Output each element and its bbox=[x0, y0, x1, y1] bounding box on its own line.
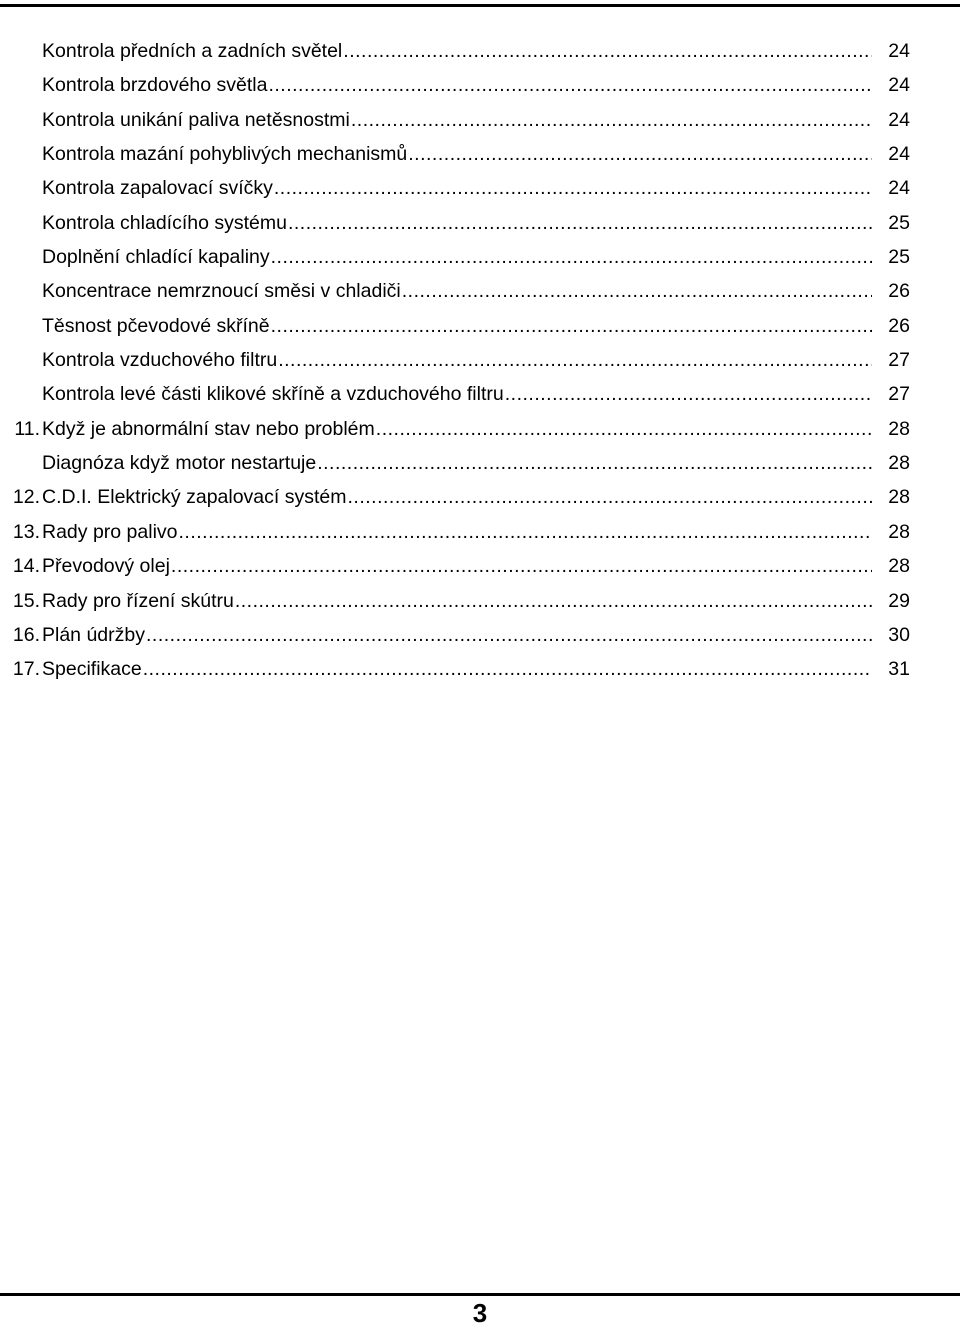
toc-entry-title: Doplnění chladící kapaliny bbox=[42, 246, 270, 269]
toc-entry-number: 14. bbox=[12, 555, 40, 578]
toc-entry-title: Když je abnormální stav nebo problém bbox=[42, 417, 375, 440]
toc-entry[interactable] bbox=[0, 618, 960, 652]
toc-entry-page: 27 bbox=[888, 349, 910, 372]
toc-entry-title: Koncentrace nemrznoucí směsi v chladiči bbox=[42, 280, 401, 303]
toc-entry-title: Plán údržby bbox=[42, 623, 145, 646]
toc-entry-page: 24 bbox=[888, 108, 910, 131]
toc-dot-leader bbox=[348, 480, 873, 514]
table-of-contents bbox=[0, 34, 960, 687]
toc-entry[interactable] bbox=[0, 412, 960, 446]
toc-dot-leader bbox=[235, 584, 872, 618]
toc-dot-leader bbox=[271, 240, 872, 274]
toc-entry-page: 25 bbox=[888, 211, 910, 234]
toc-dot-leader bbox=[343, 34, 872, 68]
toc-entry-title: Rady pro palivo bbox=[42, 520, 178, 543]
toc-entry-title: Kontrola předních a zadních světel bbox=[42, 40, 343, 62]
toc-dot-leader bbox=[376, 412, 872, 446]
toc-entry-page: 26 bbox=[888, 314, 910, 337]
toc-entry[interactable] bbox=[0, 34, 960, 68]
toc-entry-page: 25 bbox=[888, 246, 910, 269]
toc-dot-leader bbox=[351, 103, 872, 137]
toc-entry[interactable] bbox=[0, 137, 960, 171]
toc-entry[interactable] bbox=[0, 446, 960, 480]
toc-dot-leader bbox=[146, 618, 872, 652]
toc-entry-title: Kontrola brzdového světla bbox=[42, 74, 268, 97]
toc-entry-page: 28 bbox=[888, 555, 910, 578]
toc-entry-page: 24 bbox=[888, 40, 910, 62]
toc-entry-page: 28 bbox=[888, 520, 910, 543]
toc-entry-number: 12. bbox=[12, 486, 40, 509]
toc-entry-page: 27 bbox=[888, 383, 910, 406]
toc-entry-number: 16. bbox=[12, 623, 40, 646]
toc-entry[interactable] bbox=[0, 480, 960, 514]
toc-entry[interactable] bbox=[0, 584, 960, 618]
toc-entry[interactable] bbox=[0, 171, 960, 205]
toc-entry-title: Převodový olej bbox=[42, 555, 170, 578]
toc-entry[interactable] bbox=[0, 549, 960, 583]
page-number: 3 bbox=[472, 1298, 488, 1328]
toc-entry[interactable] bbox=[0, 515, 960, 549]
toc-entry-title: Diagnóza když motor nestartuje bbox=[42, 452, 317, 475]
toc-entry-page: 24 bbox=[888, 177, 910, 200]
toc-entry-page: 28 bbox=[888, 486, 910, 509]
toc-entry[interactable] bbox=[0, 206, 960, 240]
toc-entry[interactable] bbox=[0, 309, 960, 343]
toc-entry[interactable] bbox=[0, 343, 960, 377]
toc-entry-title: Kontrola chladícího systému bbox=[42, 211, 287, 234]
toc-entry-page: 30 bbox=[888, 623, 910, 646]
top-rule bbox=[0, 4, 960, 7]
toc-entry[interactable] bbox=[0, 103, 960, 137]
toc-entry-title: Specifikace bbox=[42, 658, 142, 681]
toc-entry-page: 24 bbox=[888, 143, 910, 166]
toc-dot-leader bbox=[408, 137, 872, 171]
toc-entry-title: Kontrola vzduchového filtru bbox=[42, 349, 278, 372]
toc-entry-page: 28 bbox=[888, 452, 910, 475]
toc-entry[interactable] bbox=[0, 377, 960, 411]
toc-entry-title: Kontrola mazání pohyblivých mechanismů bbox=[42, 143, 408, 166]
toc-entry[interactable] bbox=[0, 68, 960, 102]
toc-entry-page: 26 bbox=[888, 280, 910, 303]
toc-entry-title: Kontrola levé části klikové skříně a vzduchového filtru bbox=[42, 383, 504, 406]
footer-rule bbox=[0, 1293, 960, 1296]
toc-entry-title: Kontrola unikání paliva netěsnostmi bbox=[42, 108, 350, 131]
toc-dot-leader bbox=[179, 515, 873, 549]
toc-dot-leader bbox=[274, 171, 872, 205]
toc-dot-leader bbox=[288, 206, 872, 240]
toc-entry-title: C.D.I. Elektrický zapalovací systém bbox=[42, 486, 347, 509]
toc-dot-leader bbox=[171, 549, 872, 583]
toc-entry-number: 15. bbox=[12, 589, 40, 612]
toc-entry-page: 29 bbox=[888, 589, 910, 612]
toc-dot-leader bbox=[317, 446, 872, 480]
toc-entry-title: Rady pro řízení skútru bbox=[42, 589, 234, 612]
toc-entry-number: 13. bbox=[12, 520, 40, 543]
toc-entry-number: 17. bbox=[12, 658, 40, 681]
toc-entry-page: 28 bbox=[888, 417, 910, 440]
toc-dot-leader bbox=[278, 343, 872, 377]
toc-dot-leader bbox=[505, 377, 872, 411]
toc-entry[interactable] bbox=[0, 240, 960, 274]
toc-entry[interactable] bbox=[0, 274, 960, 308]
toc-dot-leader bbox=[271, 309, 872, 343]
toc-dot-leader bbox=[268, 68, 872, 102]
toc-dot-leader bbox=[143, 652, 872, 686]
toc-entry-number: 11. bbox=[14, 417, 40, 440]
toc-entry-title: Těsnost pčevodové skříně bbox=[42, 314, 270, 337]
toc-entry[interactable] bbox=[0, 652, 960, 686]
toc-entry-title: Kontrola zapalovací svíčky bbox=[42, 177, 273, 200]
toc-dot-leader bbox=[402, 274, 872, 308]
toc-entry-page: 24 bbox=[888, 74, 910, 97]
toc-entry-page: 31 bbox=[888, 658, 910, 681]
